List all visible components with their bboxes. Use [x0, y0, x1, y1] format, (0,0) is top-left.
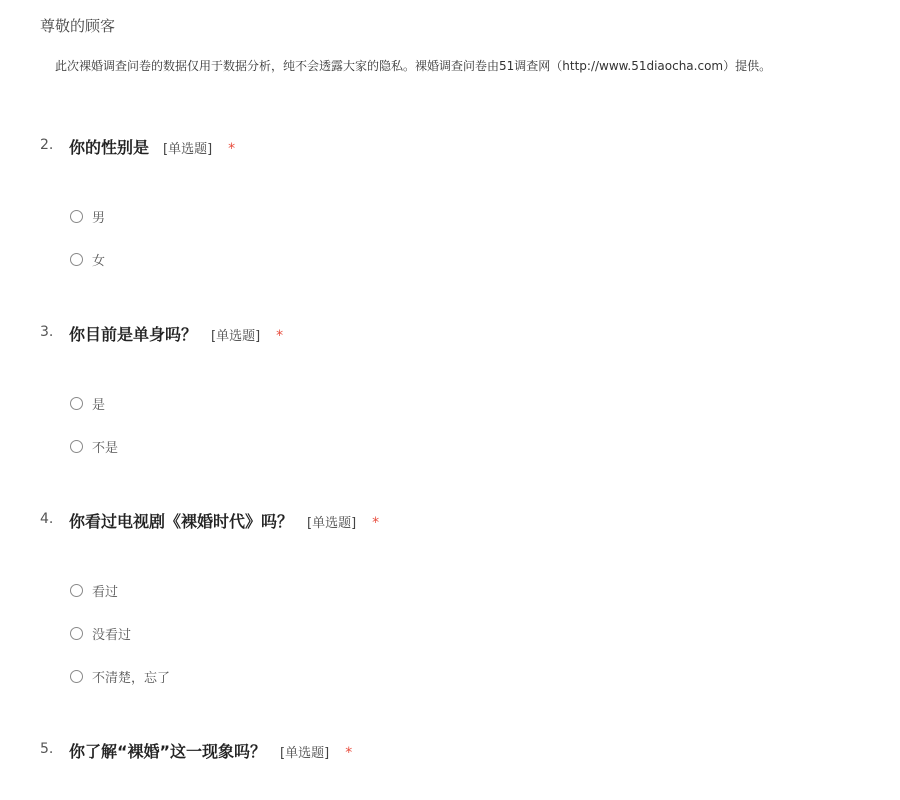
radio-button[interactable]: [70, 670, 83, 683]
required-marker: *: [228, 141, 236, 157]
option-label: 是: [92, 397, 106, 413]
question-title: 你的性别是: [69, 138, 150, 157]
required-marker: *: [372, 515, 380, 531]
intro-title: 尊敬的顾客: [40, 17, 116, 35]
radio-button[interactable]: [70, 210, 83, 223]
question-type-label: [单选题]: [307, 516, 357, 531]
question-header: [0, 135, 900, 159]
option-male[interactable]: [70, 206, 105, 226]
option-label: 不是: [92, 440, 119, 456]
option-not-sure[interactable]: [70, 666, 170, 686]
question-title-row: [69, 322, 283, 345]
question-header: [0, 509, 900, 533]
option-label: 女: [92, 253, 106, 269]
option-not-watched[interactable]: [70, 623, 131, 643]
question-title-row: [69, 135, 235, 158]
option-label: 看过: [92, 584, 119, 600]
option-label: 没看过: [92, 627, 132, 643]
question-number: 5.: [40, 741, 54, 757]
question-title-row: [69, 739, 352, 762]
question-type-label: [单选题]: [163, 142, 213, 157]
radio-button[interactable]: [70, 584, 83, 597]
question-number: 2.: [40, 137, 54, 153]
question-header: [0, 739, 900, 763]
question-number: 4.: [40, 511, 54, 527]
question-title: 你看过电视剧《裸婚时代》吗？: [69, 512, 294, 531]
radio-button[interactable]: [70, 253, 83, 266]
question-type-label: [单选题]: [211, 329, 261, 344]
intro-text: 此次裸婚调查问卷的数据仅用于数据分析，纯不会透露大家的隐私。裸婚调查问卷由51调查网（http://www.51diaocha.com）提供。: [55, 59, 772, 73]
question-number: 3.: [40, 324, 54, 340]
option-female[interactable]: [70, 249, 105, 269]
question-header: [0, 322, 900, 346]
question-type-label: [单选题]: [280, 746, 330, 761]
option-label: 男: [92, 210, 106, 226]
question-title-row: [69, 509, 379, 532]
radio-button[interactable]: [70, 440, 83, 453]
radio-button[interactable]: [70, 627, 83, 640]
option-yes[interactable]: [70, 393, 105, 413]
question-title: 你目前是单身吗？: [69, 325, 198, 344]
option-label: 不清楚，忘了: [92, 670, 171, 686]
required-marker: *: [345, 745, 353, 761]
required-marker: *: [276, 328, 284, 344]
option-no[interactable]: [70, 436, 118, 456]
question-title: 你了解“裸婚”这一现象吗？: [69, 742, 267, 761]
option-watched[interactable]: [70, 580, 118, 600]
radio-button[interactable]: [70, 397, 83, 410]
